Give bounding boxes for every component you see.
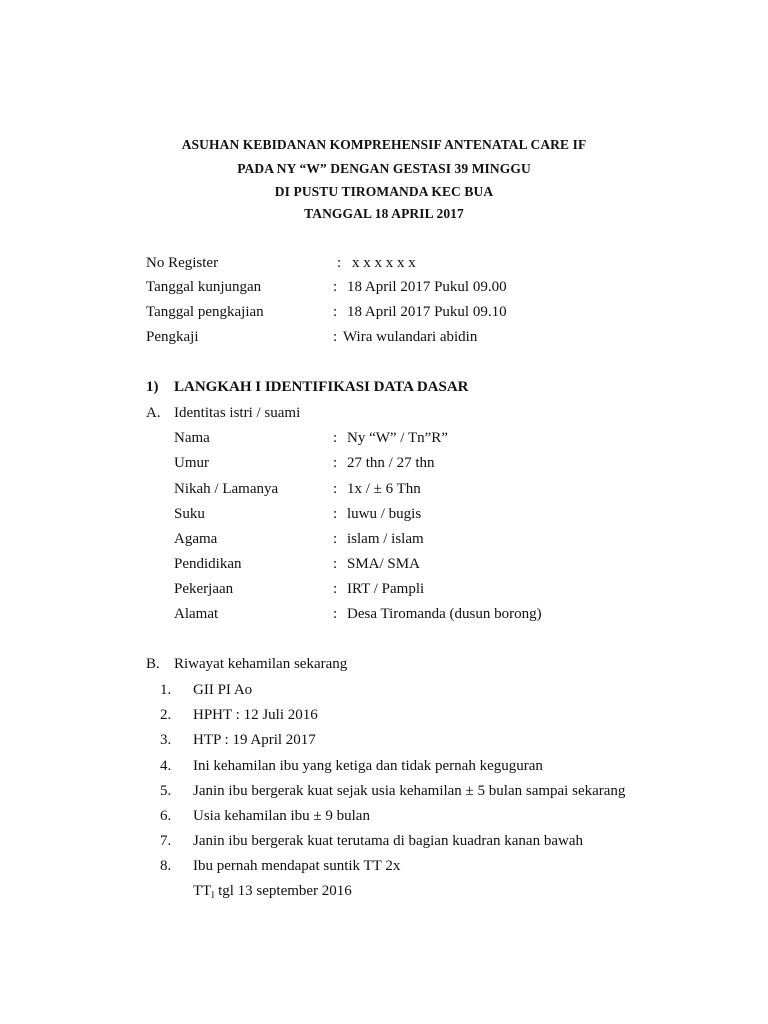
assessor-colon: : xyxy=(333,329,338,345)
title-line-2: PADA NY “W” DENGAN GESTASI 39 MINGGU xyxy=(237,161,531,176)
assessor-label: Pengkaji xyxy=(146,329,199,345)
section-1-number: 1) xyxy=(146,379,159,395)
register-label: No Register xyxy=(146,255,219,271)
assessment-date-value: 18 April 2017 Pukul 09.10 xyxy=(347,304,507,320)
title-line-1: ASUHAN KEBIDANAN KOMPREHENSIF ANTENATAL CARE IF xyxy=(181,137,587,152)
identity-value: Desa Tiromanda (dusun borong) xyxy=(347,606,542,622)
identity-value: 1x / ± 6 Thn xyxy=(347,481,421,497)
identity-value: islam / islam xyxy=(347,531,424,547)
assessment-date-label: Tanggal pengkajian xyxy=(146,304,264,320)
identity-colon: : xyxy=(333,455,338,471)
identity-colon: : xyxy=(333,556,338,572)
list-item: HTP : 19 April 2017 xyxy=(193,732,316,748)
subsection-a-letter: A. xyxy=(146,405,161,421)
title-line-4: TANGGAL 18 APRIL 2017 xyxy=(304,206,464,221)
identity-label: Nikah / Lamanya xyxy=(174,481,279,497)
identity-label: Pendidikan xyxy=(174,556,242,572)
list-number: 1. xyxy=(160,682,172,698)
identity-colon: : xyxy=(333,430,338,446)
identity-value: luwu / bugis xyxy=(347,506,422,522)
identity-colon: : xyxy=(333,506,338,522)
subsection-b-letter: B. xyxy=(146,656,160,672)
visit-date-colon: : xyxy=(333,279,338,295)
list-item: Ini kehamilan ibu yang ketiga dan tidak pernah keguguran xyxy=(193,758,543,774)
subsection-a-heading: Identitas istri / suami xyxy=(174,405,301,421)
list-item: Janin ibu bergerak kuat sejak usia kehamilan ± 5 bulan sampai sekarang xyxy=(193,783,626,799)
list-item: Janin ibu bergerak kuat terutama di bagian kuadran kanan bawah xyxy=(193,833,583,849)
register-colon: : xyxy=(337,255,342,271)
list-item: HPHT : 12 Juli 2016 xyxy=(193,707,318,723)
title-line-3: DI PUSTU TIROMANDA KEC BUA xyxy=(274,184,494,199)
identity-value: IRT / Pampli xyxy=(347,581,425,597)
identity-value: 27 thn / 27 thn xyxy=(347,455,435,471)
assessment-date-colon: : xyxy=(333,304,338,320)
tt-text: tgl 13 september 2016 xyxy=(214,883,352,899)
identity-label: Agama xyxy=(174,531,218,547)
identity-colon: : xyxy=(333,581,338,597)
list-item: GII PI Ao xyxy=(193,682,253,698)
assessor-value: Wira wulandari abidin xyxy=(343,329,478,345)
list-number: 2. xyxy=(160,707,172,723)
identity-colon: : xyxy=(333,481,338,497)
identity-colon: : xyxy=(333,531,338,547)
identity-value: Ny “W” / Tn”R” xyxy=(347,430,448,446)
tt-prefix: TT xyxy=(193,883,212,899)
register-value: x x x x x x xyxy=(352,255,416,271)
visit-date-label: Tanggal kunjungan xyxy=(146,279,262,295)
list-number: 4. xyxy=(160,758,172,774)
list-item: Ibu pernah mendapat suntik TT 2x xyxy=(193,858,401,874)
identity-label: Umur xyxy=(174,455,209,471)
visit-date-value: 18 April 2017 Pukul 09.00 xyxy=(347,279,507,295)
list-item: Usia kehamilan ibu ± 9 bulan xyxy=(193,808,370,824)
identity-label: Nama xyxy=(174,430,210,446)
identity-colon: : xyxy=(333,606,338,622)
tt-note xyxy=(193,882,352,904)
identity-label: Alamat xyxy=(174,606,219,622)
identity-label: Pekerjaan xyxy=(174,581,234,597)
subsection-b-heading: Riwayat kehamilan sekarang xyxy=(174,656,348,672)
identity-label: Suku xyxy=(174,506,205,522)
list-number: 6. xyxy=(160,808,172,824)
list-number: 8. xyxy=(160,858,172,874)
list-number: 5. xyxy=(160,783,172,799)
section-1-heading: LANGKAH I IDENTIFIKASI DATA DASAR xyxy=(174,379,469,395)
tt-subscript: I xyxy=(211,890,215,900)
list-number: 3. xyxy=(160,732,172,748)
list-number: 7. xyxy=(160,833,172,849)
identity-value: SMA/ SMA xyxy=(347,556,420,572)
